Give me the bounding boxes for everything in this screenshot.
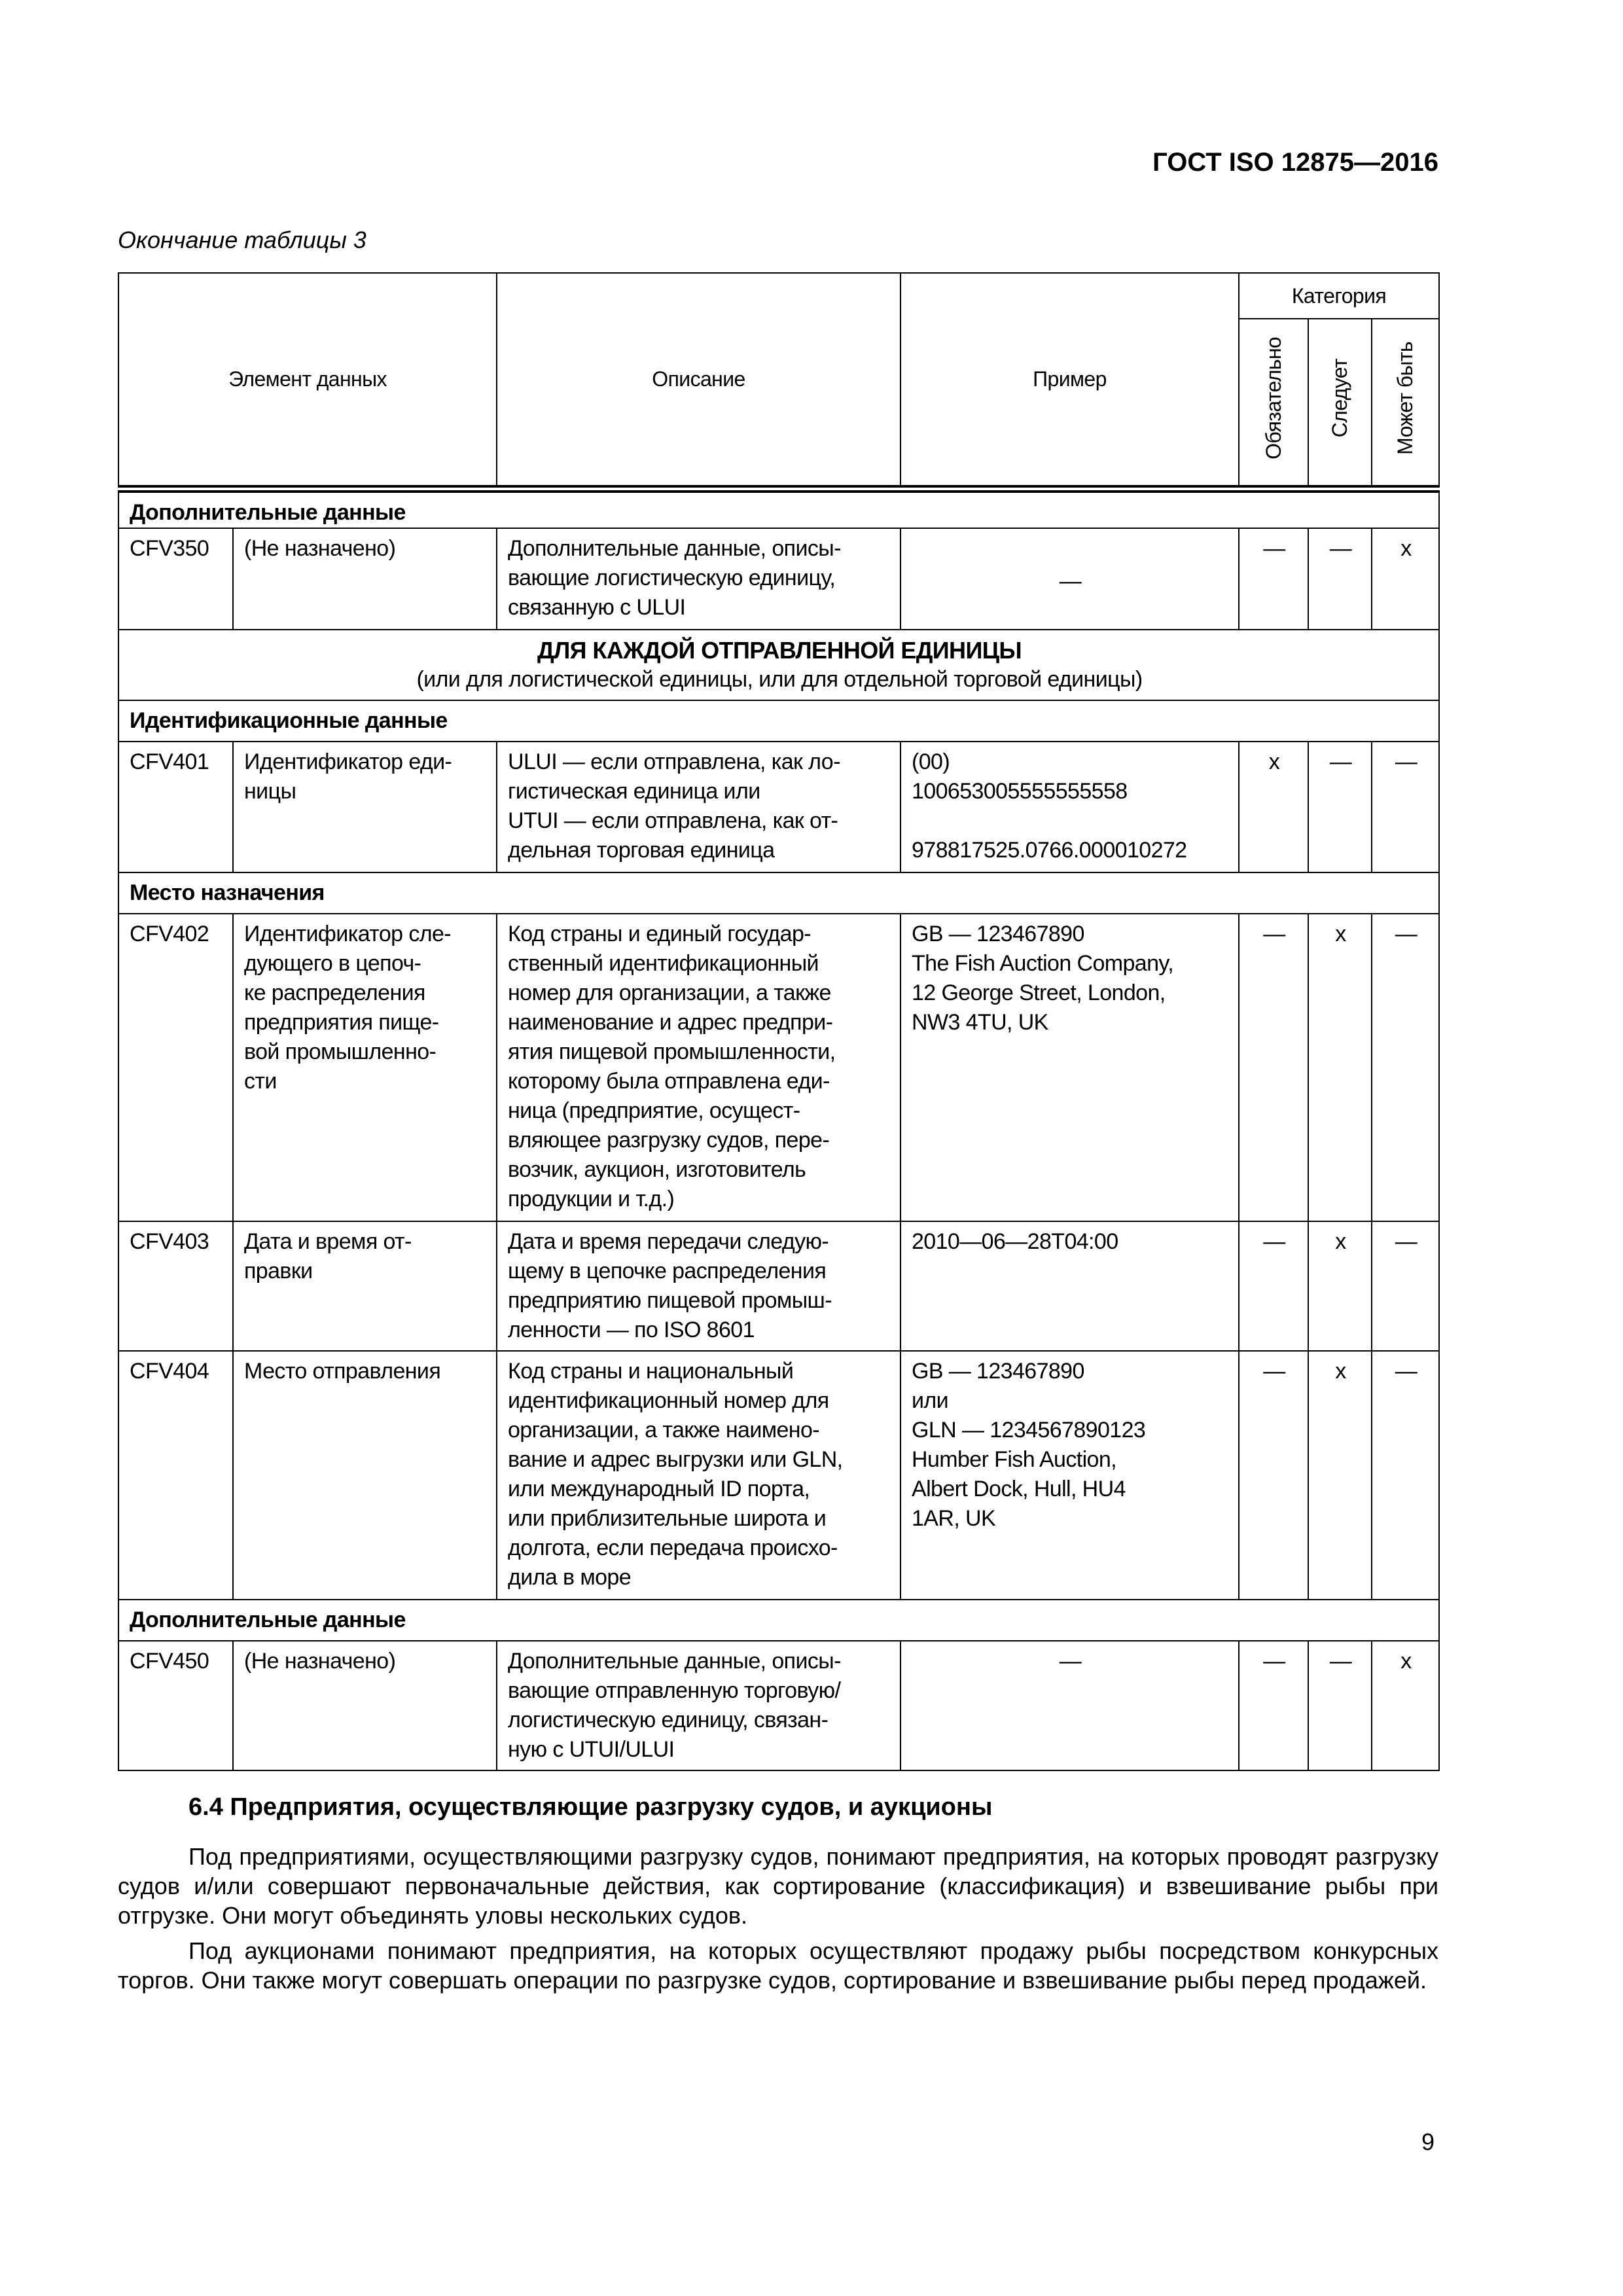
element-code: CFV350 — [118, 528, 233, 630]
section-row: Дополнительные данные — [118, 489, 1439, 528]
table-header-row — [118, 273, 1439, 319]
cat-mandatory: — — [1239, 1641, 1308, 1770]
col-element: Элемент данных — [118, 273, 497, 489]
element-name: (Не назначено) — [233, 1641, 497, 1770]
element-example: GB — 123467890 или GLN — 1234567890123 Humber Fish Auction, Albert Dock, Hull, HU4 1AR, UK — [901, 1351, 1239, 1600]
col-example: Пример — [901, 273, 1239, 489]
element-code: CFV401 — [118, 742, 233, 872]
cat-should: — — [1308, 528, 1372, 630]
cat-may: — — [1372, 1221, 1439, 1351]
col-should: Следует — [1328, 359, 1351, 438]
document-id: ГОСТ ISO 12875—2016 — [1152, 148, 1438, 177]
paragraph: Под аукционами понимают предприятия, на которых осуществляют продажу рыбы посредством конкурсных торгов. Они также могут совершать операции по разгрузке судов, сортирование и взвешивание рыбы перед продажей. — [118, 1937, 1438, 1994]
section-row: Место назначения — [118, 872, 1439, 914]
cat-should: — — [1308, 1641, 1372, 1770]
group-row — [118, 630, 1439, 700]
cat-mandatory: — — [1239, 1351, 1308, 1600]
group-subtitle: (или для логистической единицы, или для отдельной торговой единицы) — [416, 667, 1143, 692]
data-elements-table — [118, 272, 1440, 1771]
element-description: ULUI — если отправлена, как ло- гистическая единица или UTUI — если отправлена, как от- дельная торговая единица — [497, 742, 901, 872]
element-example: 2010—06—28T04:00 — [901, 1221, 1239, 1351]
cat-mandatory: — — [1239, 914, 1308, 1221]
paragraph: Под предприятиями, осуществляющими разгрузку судов, понимают предприятия, на которых проводят разгрузку судов и/или совершают первоначальные действия, как сортирование (классификация) и взвешивание рыбы при отгрузке. Они могут объединять уловы нескольких судов. — [118, 1843, 1438, 1929]
section-row: Идентификационные данные — [118, 700, 1439, 742]
element-example: — — [901, 1641, 1239, 1770]
col-mandatory: Обязательно — [1261, 337, 1285, 459]
cat-should: — — [1308, 742, 1372, 872]
element-name: Место отправления — [233, 1351, 497, 1600]
table-continuation-caption: Окончание таблицы 3 — [118, 226, 366, 253]
cat-may: x — [1372, 528, 1439, 630]
cat-may: — — [1372, 1351, 1439, 1600]
table-row — [118, 1351, 1439, 1600]
cat-mandatory: — — [1239, 1221, 1308, 1351]
page-number: 9 — [1421, 2128, 1435, 2155]
table-row — [118, 1641, 1439, 1770]
element-code: CFV450 — [118, 1641, 233, 1770]
element-example: GB — 123467890 The Fish Auction Company, 12 George Street, London, NW3 4TU, UK — [901, 914, 1239, 1221]
table-row — [118, 528, 1439, 630]
element-name: Дата и время от- правки — [233, 1221, 497, 1351]
section-heading: 6.4 Предприятия, осуществляющие разгрузку судов, и аукционы — [188, 1793, 993, 1821]
element-description: Дата и время передачи следую- щему в цепочке распределения предприятию пищевой промыш- ленности — по ISO 8601 — [497, 1221, 901, 1351]
element-name: (Не назначено) — [233, 528, 497, 630]
element-code: CFV402 — [118, 914, 233, 1221]
element-name: Идентификатор сле- дующего в цепоч- ке распределения предприятия пище- вой промышленно- сти — [233, 914, 497, 1221]
cat-should: x — [1308, 1351, 1372, 1600]
element-description: Дополнительные данные, описы- вающие логистическую единицу, связанную с ULUI — [497, 528, 901, 630]
element-example: (00) 100653005555555558 978817525.0766.000010272 — [901, 742, 1239, 872]
element-code: CFV403 — [118, 1221, 233, 1351]
element-description: Код страны и национальный идентификационный номер для организации, а также наимено- вание и адрес выгрузки или GLN, или международный ID порта, или приблизительные широта и долгота, если передача происхо- дила в море — [497, 1351, 901, 1600]
cat-mandatory: x — [1239, 742, 1308, 872]
section-row: Дополнительные данные — [118, 1600, 1439, 1641]
table-row — [118, 742, 1439, 872]
element-code: CFV404 — [118, 1351, 233, 1600]
table-row — [118, 1221, 1439, 1351]
col-may: Может быть — [1393, 342, 1417, 455]
col-category: Категория — [1239, 273, 1439, 319]
element-name: Идентификатор еди- ницы — [233, 742, 497, 872]
col-description: Описание — [497, 273, 901, 489]
element-example: — — [901, 528, 1239, 630]
cat-mandatory: — — [1239, 528, 1308, 630]
element-description: Дополнительные данные, описы- вающие отправленную торговую/ логистическую единицу, связан- ную с UTUI/ULUI — [497, 1641, 901, 1770]
cat-may: x — [1372, 1641, 1439, 1770]
cat-should: x — [1308, 914, 1372, 1221]
cat-may: — — [1372, 742, 1439, 872]
cat-may: — — [1372, 914, 1439, 1221]
element-description: Код страны и единый государ- ственный идентификационный номер для организации, а также наименование и адрес предпри- ятия пищевой промышленности, которому была отправлена еди- ница (предприятие, осущест- вляющее разгрузку судов, пере- возчик, аукцион, изготовитель продукции и т.д.) — [497, 914, 901, 1221]
cat-should: x — [1308, 1221, 1372, 1351]
table-row — [118, 914, 1439, 1221]
group-title: ДЛЯ КАЖДОЙ ОТПРАВЛЕННОЙ ЕДИНИЦЫ — [537, 637, 1022, 664]
